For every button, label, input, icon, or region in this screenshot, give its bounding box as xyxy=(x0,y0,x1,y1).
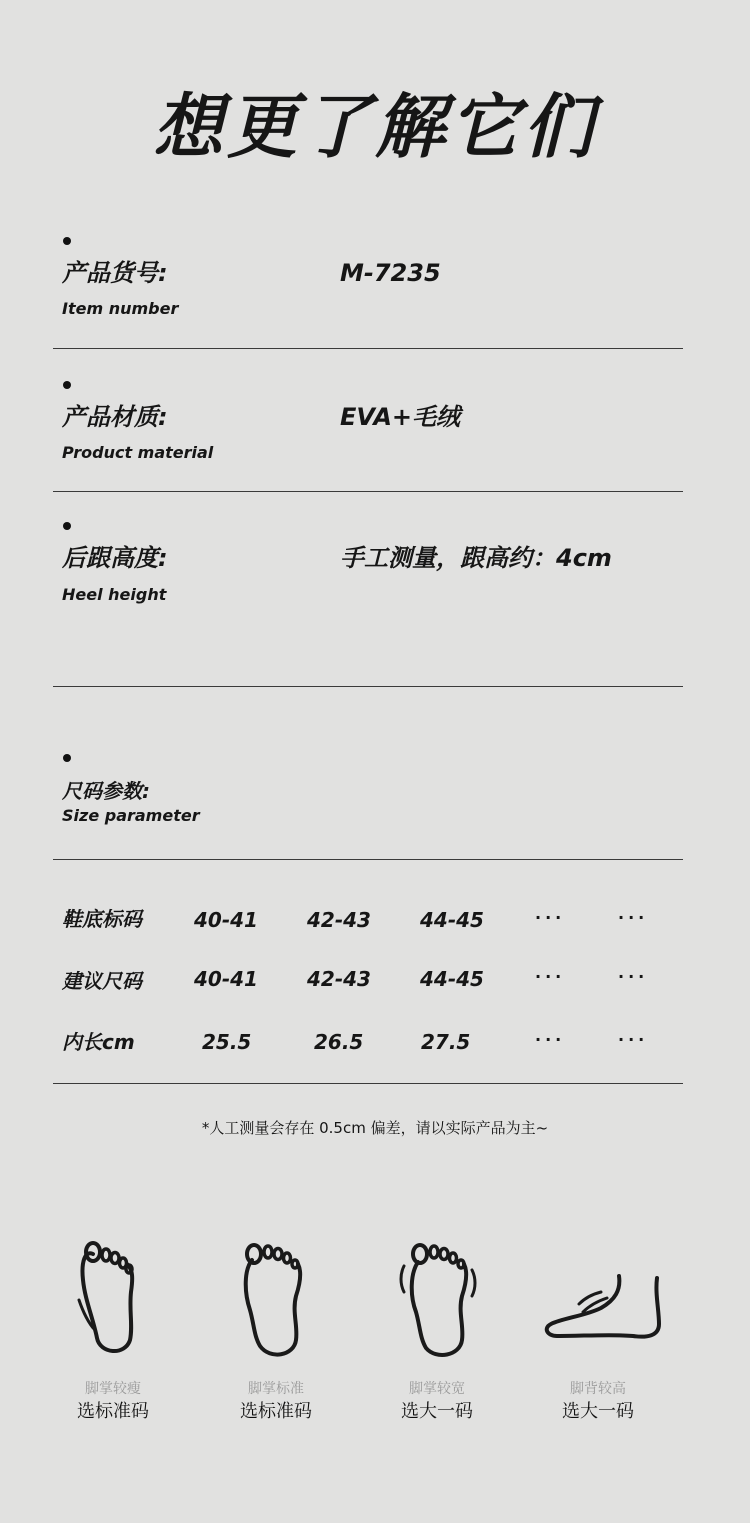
size-section-label: 尺码参数: xyxy=(62,779,150,803)
table-cell: ··· xyxy=(618,908,649,927)
foot-caption: 脚掌较宽 xyxy=(409,1381,465,1397)
spec-sublabel-item-number: Item number xyxy=(62,299,179,318)
spec-value-heel-height: 手工测量，跟高约：4cm xyxy=(340,544,612,572)
measurement-note: *人工测量会存在 0.5cm 偏差，请以实际产品为主~ xyxy=(201,1119,549,1137)
foot-wide-icon xyxy=(398,1240,478,1360)
table-cell: ··· xyxy=(535,967,566,986)
bullet xyxy=(63,237,71,245)
divider xyxy=(53,491,683,492)
spec-sublabel-material: Product material xyxy=(62,443,214,462)
foot-high-instep-icon xyxy=(543,1270,663,1345)
table-row-header: 鞋底标码 xyxy=(62,907,142,931)
bullet xyxy=(63,381,71,389)
table-cell: 44-45 xyxy=(420,908,484,932)
divider xyxy=(53,348,683,349)
bullet xyxy=(63,754,71,762)
page-title: 想更了解它们 xyxy=(153,86,597,168)
table-row-header: 建议尺码 xyxy=(62,969,142,993)
divider xyxy=(53,859,683,860)
table-cell: ··· xyxy=(535,908,566,927)
table-cell: 26.5 xyxy=(314,1030,364,1054)
table-cell: 42-43 xyxy=(307,908,371,932)
spec-value-item-number: M-7235 xyxy=(340,259,441,287)
divider xyxy=(53,686,683,687)
foot-recommendation: 选标准码 xyxy=(240,1401,312,1422)
foot-standard-icon xyxy=(240,1240,310,1360)
table-row-header: 内长cm xyxy=(62,1030,135,1054)
bullet xyxy=(63,522,71,530)
foot-caption: 脚背较高 xyxy=(570,1381,626,1397)
spec-value-material: EVA+毛绒 xyxy=(340,403,461,431)
spec-label-heel-height: 后跟高度: xyxy=(62,544,168,572)
table-cell: 44-45 xyxy=(420,967,484,991)
size-section-sublabel: Size parameter xyxy=(62,806,200,825)
spec-label-item-number: 产品货号: xyxy=(62,259,168,287)
table-cell: 40-41 xyxy=(194,967,258,991)
foot-recommendation: 选大一码 xyxy=(401,1401,473,1422)
foot-caption: 脚掌较瘦 xyxy=(85,1381,141,1397)
table-cell: ··· xyxy=(618,967,649,986)
foot-slim-icon xyxy=(75,1240,145,1360)
table-cell: 25.5 xyxy=(202,1030,252,1054)
table-cell: 40-41 xyxy=(194,908,258,932)
divider xyxy=(53,1083,683,1084)
spec-label-material: 产品材质: xyxy=(62,403,168,431)
foot-caption: 脚掌标准 xyxy=(248,1381,304,1397)
table-cell: ··· xyxy=(535,1030,566,1049)
foot-recommendation: 选大一码 xyxy=(562,1401,634,1422)
foot-recommendation: 选标准码 xyxy=(77,1401,149,1422)
spec-sublabel-heel-height: Heel height xyxy=(62,585,167,604)
table-cell: 27.5 xyxy=(421,1030,471,1054)
table-cell: ··· xyxy=(618,1030,649,1049)
table-cell: 42-43 xyxy=(307,967,371,991)
